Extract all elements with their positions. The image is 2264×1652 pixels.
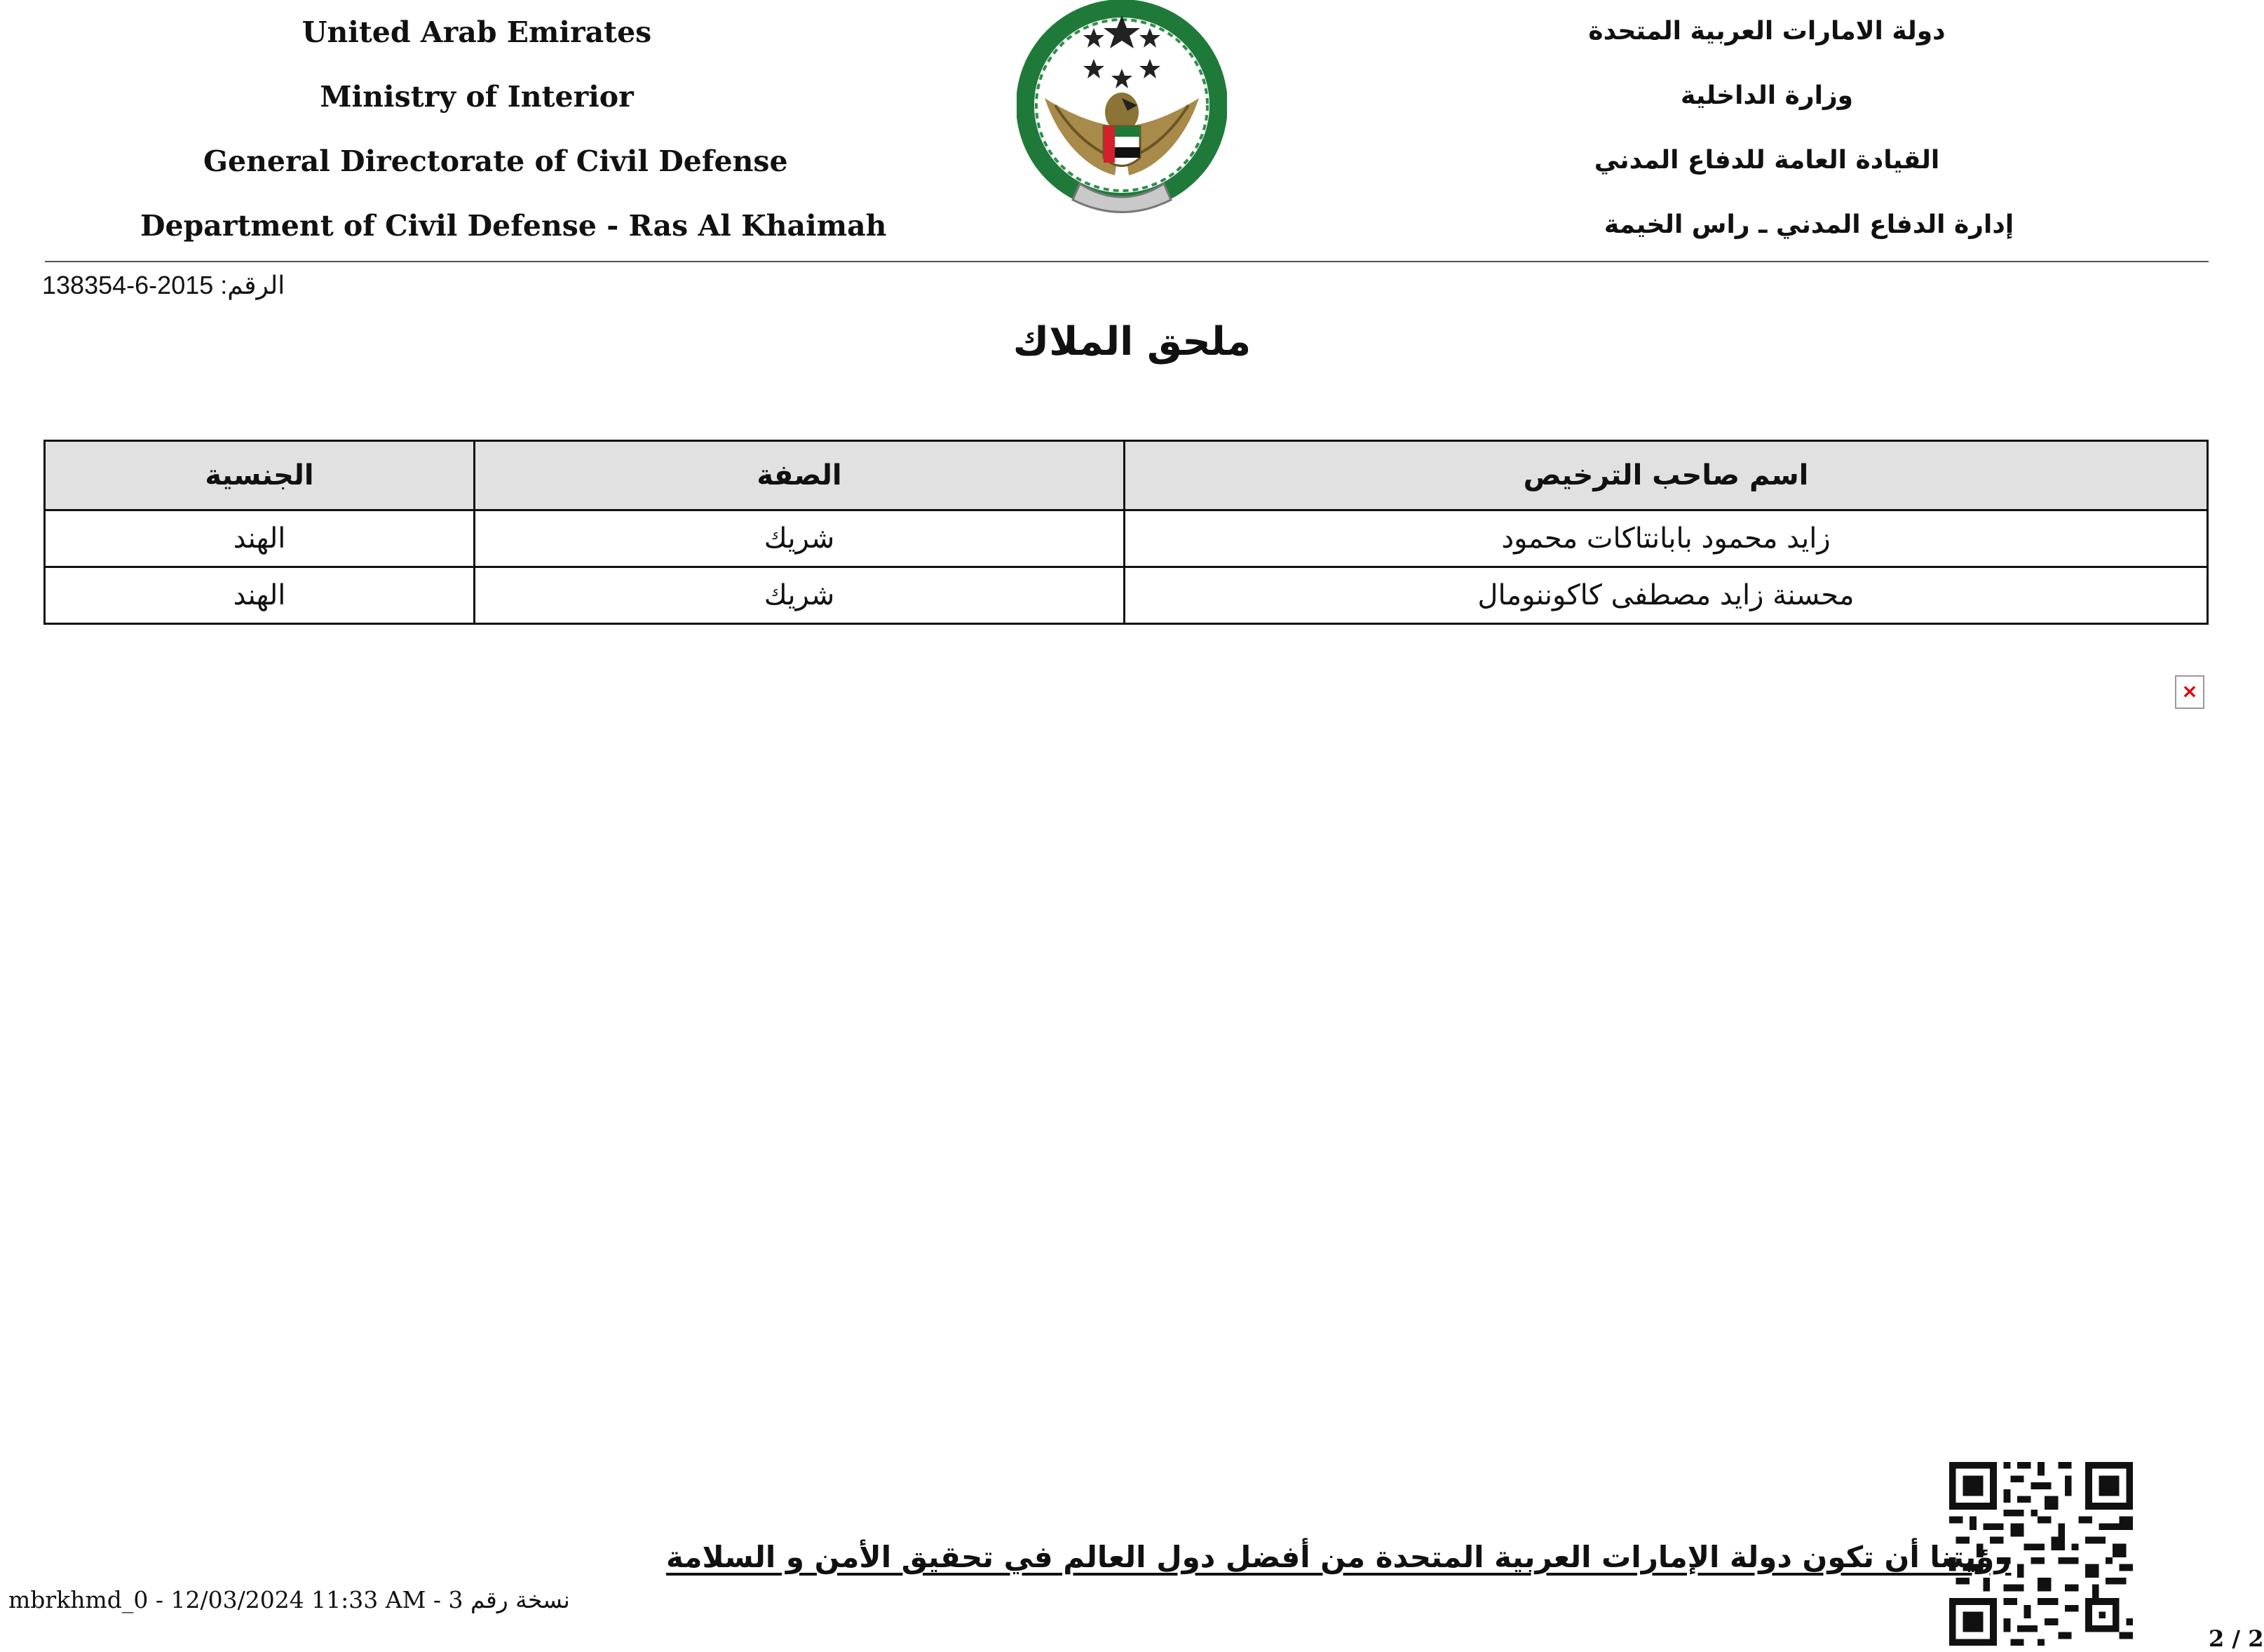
cell-license-holder: محسنة زايد مصطفى كاكوننومال	[1125, 567, 2208, 624]
table-row	[45, 510, 2208, 567]
cell-capacity: شريك	[475, 567, 1125, 624]
table-header-row	[45, 441, 2208, 510]
header-ar-line-4: إدارة الدفاع المدني ـ راس الخيمة	[1604, 210, 2014, 239]
print-info: mbrkhmd_0 - 12/03/2024 11:33 AM - نسخة رقم 3	[8, 1586, 570, 1613]
page-number: 2 / 2	[2209, 1625, 2264, 1652]
uae-emblem-logo	[1017, 0, 1227, 228]
header-en-line-4: Department of Civil Defense - Ras Al Khaimah	[140, 209, 887, 243]
vision-statement: رؤيتنا أن تكون دولة الإمارات العربية المتحدة من أفضل دول العالم في تحقيق الأمن و السلامة	[666, 1540, 2012, 1574]
reference-number: الرقم: 2015-6-138354	[42, 271, 285, 299]
header-en-line-2: Ministry of Interior	[320, 80, 634, 114]
broken-image-icon: ×	[2175, 675, 2204, 709]
column-header-capacity: الصفة	[475, 441, 1125, 510]
cell-nationality: الهند	[45, 567, 475, 624]
header-en-line-1: United Arab Emirates	[301, 15, 652, 49]
header-ar-line-3: القيادة العامة للدفاع المدني	[1594, 146, 1940, 175]
cell-license-holder: زايد محمود بابانتاكات محمود	[1125, 510, 2208, 567]
cell-nationality: الهند	[45, 510, 475, 567]
table-row	[45, 567, 2208, 624]
header-divider	[45, 261, 2209, 262]
header-ar-line-2: وزارة الداخلية	[1680, 81, 1854, 110]
header-en-line-3: General Directorate of Civil Defense	[203, 144, 788, 178]
owners-table	[43, 440, 2209, 625]
header-ar-line-1: دولة الامارات العربية المتحدة	[1588, 17, 1946, 46]
document-title: ملحق الملاك	[1012, 319, 1252, 365]
cell-capacity: شريك	[475, 510, 1125, 567]
column-header-nationality: الجنسية	[45, 441, 475, 510]
column-header-license-holder: اسم صاحب الترخيص	[1125, 441, 2208, 510]
